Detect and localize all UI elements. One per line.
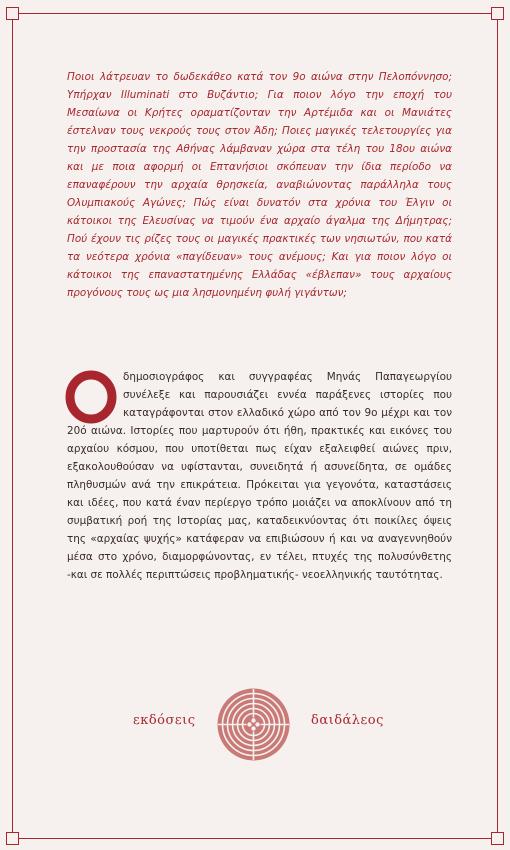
book-description-block <box>67 368 452 584</box>
intro-questions: Ποιοι λάτρευαν το δωδεκάθεο κατά τον 9ο αιώνα στην Πελοπόννησο; Υπήρχαν Illuminati στο Βυζάντιο; Για ποιον λόγο την εποχή του Μεσαίωνα οι Κρήτες οραματίζονταν την Αρτέμιδα και οι Μανιάτες έστελναν τους νεκρούς τους στον Άδη; Ποιες μαγικές τελετουργίες για την προστασία της Αθήνας λάμβαναν χώρα στα τέλη του 18ου αιώνα και με ποια αφορμή οι Επτανήσιοι σκόπευαν την ίδια περίοδο να επαναφέρουν την αρχαία θρησκεία, αναβιώνοντας παράλληλα τους Ολυμπιακούς Αγώνες; Πώς είναι δυνατόν στα χρόνια του Έλγιν οι κάτοικοι της Ελευσίνας να τιμούν ένα αρχαίο άγαλμα της Δήμητρας; Πού έχουν τις ρίζες τους οι μαγικές πρακτικές των νησιωτών, που κατά τα νεότερα χρόνια «παγίδευαν» τους ανέμους; Και για ποιον λόγο οι κάτοικοι της επαναστατημένης Ελλάδας «έβλεπαν» τους αρχαίους προγόνους τους ως μια λησμονημένη φυλή γιγάντων; <box>67 71 452 299</box>
corner-ornament <box>491 7 504 20</box>
labyrinth-icon <box>216 687 291 762</box>
corner-ornament <box>6 7 19 20</box>
corner-ornament <box>6 832 19 845</box>
drop-cap <box>65 370 117 424</box>
svg-text:Ο: Ο <box>91 400 92 401</box>
book-description: δημοσιογράφος και συγγραφέας Μηνάς Παπαγεωργίου συνέλεξε και παρουσιάζει εννέα παράξενες ιστορίες που καταγράφονται στον ελλαδικό χώρο από τον 9ο μέχρι και τον 20ό αιώνα. Ιστορίες που μαρτυρούν ότι ήθη, πρακτικές και εικόνες του αρχαίου κόσμου, που υποτίθεται πως είχαν εξαλειφθεί αιώνες πριν, εξακολουθούσαν να υφίστανται, συνειδητά ή ασυνείδητα, σε ομάδες πληθυσμών ανά την επικράτεια. Πρόκειται για γεγονότα, καταστάσεις και ιδέες, που κατά έναν περίεργο τρόπο μοιάζει να αποκλίνουν από τη συμβατική ροή της Ιστορίας μας, καταδεικνύοντας ότι ποικίλες όψεις της «αρχαίας ψυχής» κατάφεραν να επιβιώσουν ή και να αναγεννηθούν μέσα στο χρόνο, διαμορφώνοντας, εν τέλει, πτυχές της πολυσύνθετης -και σε πολλές περιπτώσεις προβληματικής- νεοελληνικής ταυτότητας. <box>67 371 452 581</box>
publisher-label-left: εκδόσεις <box>133 713 196 728</box>
publisher-label-right: δαιδάλεος <box>311 713 384 728</box>
corner-ornament <box>491 832 504 845</box>
